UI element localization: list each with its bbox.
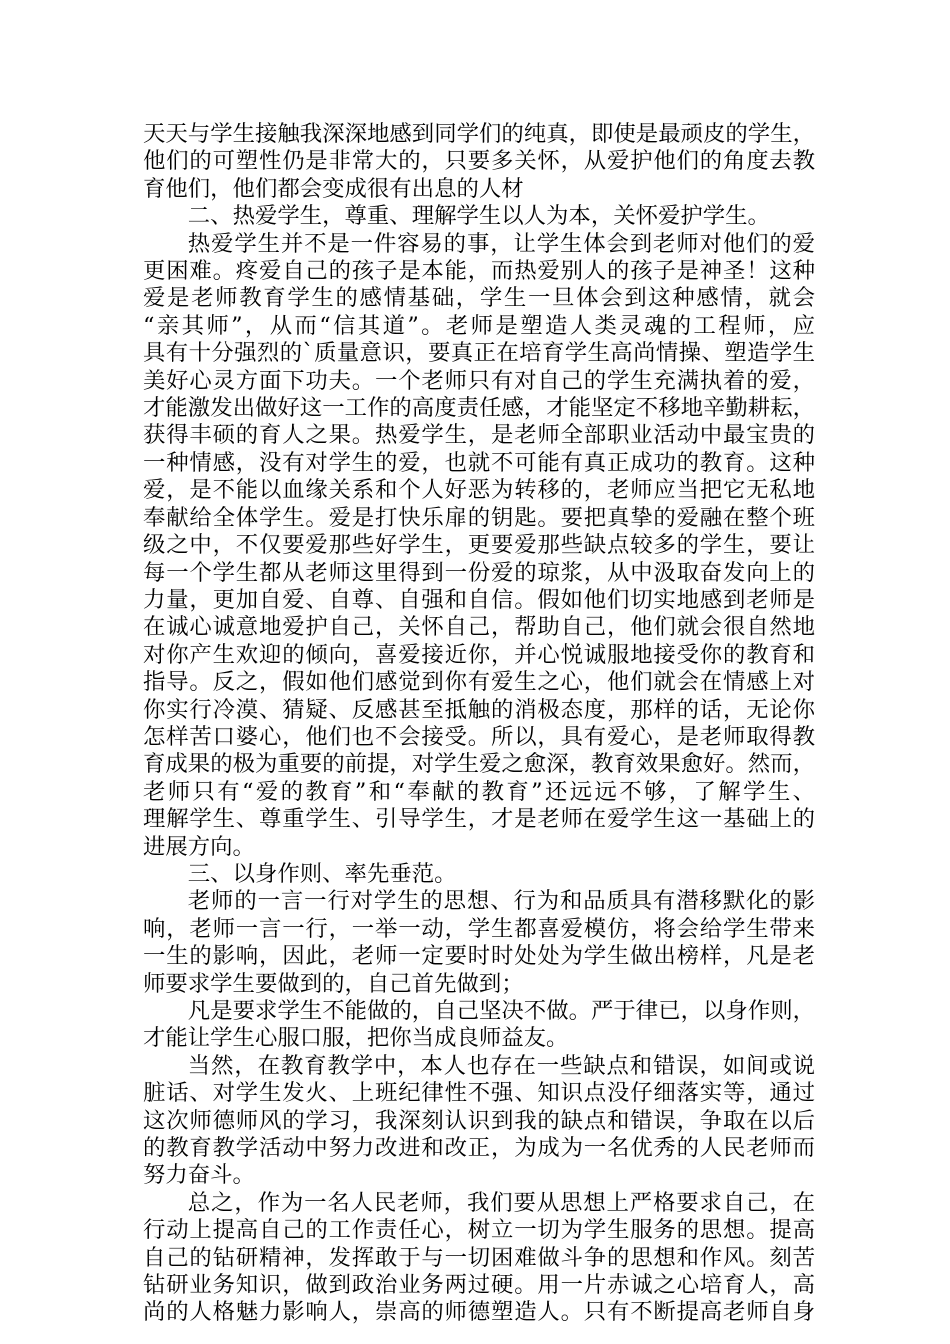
text-line: 怎样苦口婆心，他们也不会接受。所以，具有爱心，是老师取得教 [143, 723, 815, 750]
text-line: 进展方向。 [143, 833, 255, 860]
text-line: 三、以身作则、率先垂范。 [187, 860, 457, 887]
text-line: 具有十分强烈的`质量意识，要真正在培育学生高尚情操、塑造学生 [143, 340, 815, 367]
text-line: 理解学生、尊重学生、引导学生，才是老师在爱学生这一基础上的 [143, 806, 815, 833]
text-line: 努力奋斗。 [143, 1162, 255, 1189]
text-line: 才能激发出做好这一工作的高度责任感，才能坚定不移地辛勤耕耘， [143, 395, 815, 422]
text-line: 脏话、对学生发火、上班纪律性不强、知识点没仔细落实等，通过 [143, 1080, 815, 1107]
text-line: 一生的影响，因此，老师一定要时时处处为学生做出榜样，凡是老 [143, 943, 815, 970]
document-body [143, 121, 815, 1327]
text-line: 每一个学生都从老师这里得到一份爱的琼浆，从中汲取奋发向上的 [143, 559, 815, 586]
text-line: “亲其师”，从而“信其道”。老师是塑造人类灵魂的工程师，应 [143, 312, 815, 339]
text-line: 钻研业务知识，做到政治业务两过硬。用一片赤诚之心培育人，高 [143, 1272, 815, 1299]
section-heading-three [143, 861, 815, 888]
text-line: 热爱学生并不是一件容易的事，让学生体会到老师对他们的爱 [187, 230, 815, 257]
text-line: 师要求学生要做到的，自己首先做到； [143, 970, 524, 997]
section-heading-two [143, 203, 815, 230]
paragraph-intro [143, 121, 815, 203]
text-line: 美好心灵方面下功夫。一个老师只有对自己的学生充满执着的爱， [143, 367, 815, 394]
text-line: 总之，作为一名人民老师，我们要从思想上严格要求自己，在 [187, 1189, 815, 1216]
text-line: 二、热爱学生，尊重、理解学生以人为本，关怀爱护学生。 [187, 203, 770, 230]
paragraph-love-students [143, 231, 815, 861]
text-line: 指导。反之，假如他们感觉到你有爱生之心，他们就会在情感上对 [143, 669, 815, 696]
text-line: 爱是老师教育学生的感情基础，学生一旦体会到这种感情，就会 [143, 285, 815, 312]
paragraph-conclusion [143, 1190, 815, 1327]
text-line: 凡是要求学生不能做的，自己坚决不做。严于律已，以身作则， [187, 998, 815, 1024]
text-line: 获得丰硕的育人之果。热爱学生，是老师全部职业活动中最宝贵的 [143, 422, 815, 449]
text-line: 自己的钻研精神，发挥敢于与一切困难做斗争的思想和作风。刻苦 [143, 1244, 815, 1271]
text-line: 对你产生欢迎的倾向，喜爱接近你，并心悦诚服地接受你的教育和 [143, 641, 815, 668]
paragraph-self-discipline [143, 998, 815, 1053]
text-line: 天天与学生接触我深深地感到同学们的纯真，即使是最顽皮的学生， [143, 121, 815, 147]
text-line: 你实行冷漠、猜疑、反感甚至抵触的消极态度，那样的话，无论你 [143, 696, 815, 723]
text-line: 当然，在教育教学中，本人也存在一些缺点和错误，如间或说 [187, 1052, 815, 1079]
text-line: 爱，是不能以血缘关系和个人好恶为转移的，老师应当把它无私地 [143, 477, 815, 504]
text-line: 级之中，不仅要爱那些好学生，更要爱那些缺点较多的学生，要让 [143, 532, 815, 559]
text-line: 更困难。疼爱自己的孩子是本能，而热爱别人的孩子是神圣！这种 [143, 258, 815, 285]
text-line: 尚的人格魅力影响人，崇高的师德塑造人。只有不断提高老师自身 [143, 1299, 815, 1326]
text-line: 这次师德师风的学习，我深刻认识到我的缺点和错误，争取在以后 [143, 1107, 815, 1134]
text-line: 才能让学生心服口服，把你当成良师益友。 [143, 1025, 569, 1052]
text-line: 的教育教学活动中努力改进和改正，为成为一名优秀的人民老师而 [143, 1135, 815, 1162]
paragraph-role-model [143, 888, 815, 998]
text-line: 行动上提高自己的工作责任心，树立一切为学生服务的思想。提高 [143, 1217, 815, 1244]
text-line: 老师只有“爱的教育”和“奉献的教育”还远远不够，了解学生、 [143, 778, 815, 805]
text-line: 在诚心诚意地爱护自己，关怀自己，帮助自己，他们就会很自然地 [143, 614, 815, 641]
text-line: 一种情感，没有对学生的爱，也就不可能有真正成功的教育。这种 [143, 449, 815, 476]
text-line: 力量，更加自爱、自尊、自强和自信。假如他们切实地感到老师是 [143, 586, 815, 613]
text-line: 老师的一言一行对学生的思想、行为和品质具有潜移默化的影 [187, 888, 815, 915]
text-line: 育他们，他们都会变成很有出息的人材 [143, 175, 524, 202]
paragraph-shortcomings [143, 1053, 815, 1190]
text-line: 他们的可塑性仍是非常大的，只要多关怀，从爱护他们的角度去教 [143, 148, 815, 175]
text-line: 响，老师一言一行，一举一动，学生都喜爱模仿，将会给学生带来 [143, 915, 815, 942]
text-line: 育成果的极为重要的前提，对学生爱之愈深，教育效果愈好。然而， [143, 751, 815, 778]
text-line: 奉献给全体学生。爱是打快乐扉的钥匙。要把真挚的爱融在整个班 [143, 504, 815, 531]
